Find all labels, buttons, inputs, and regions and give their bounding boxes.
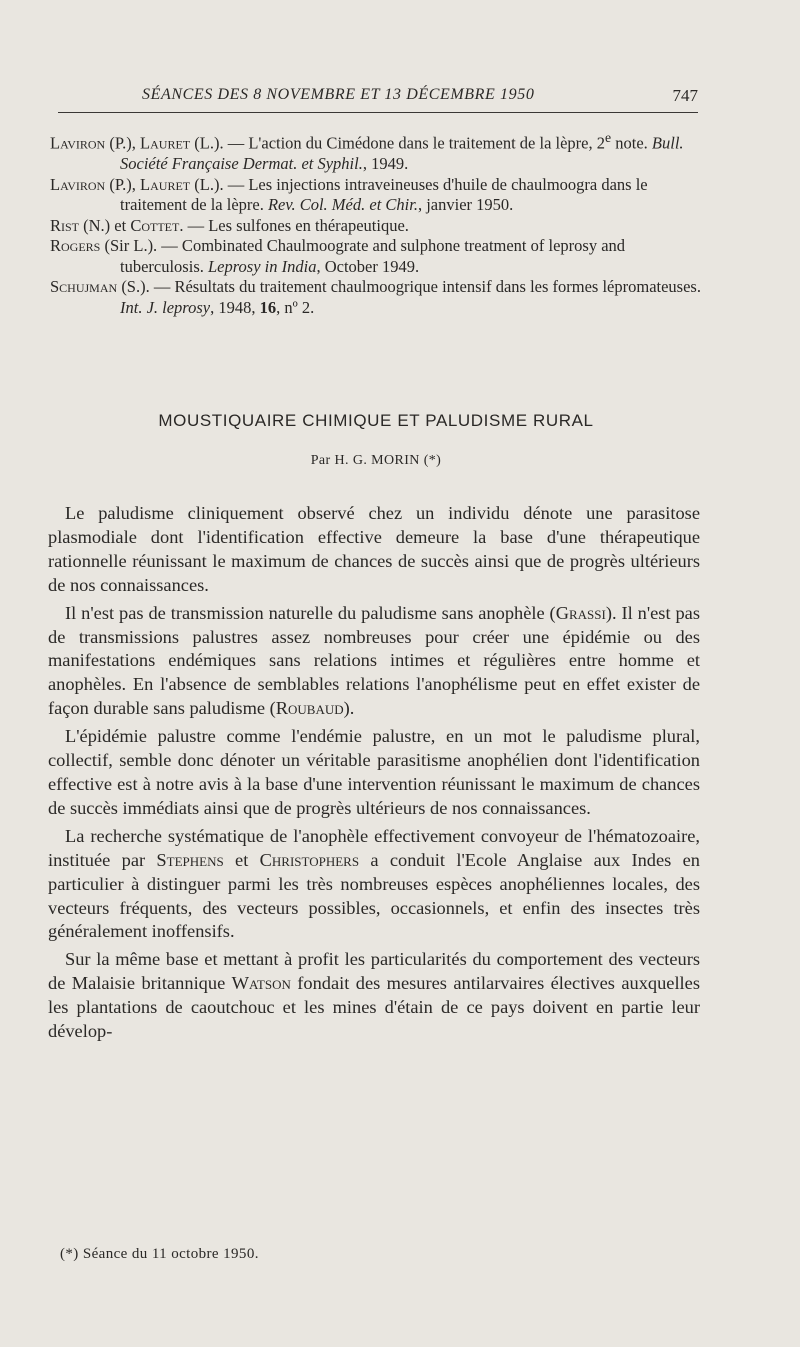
ref-author: Rogers	[50, 236, 101, 255]
paragraph: L'épidémie palustre comme l'endémie palustre, en un mot le paludisme plural, collectif, semble donc dénoter un véritable parasitisme anophélien dont l'identification effective est à notre avis à la base d'une intervention réunissant le maximum de chances de succès immédiats ainsi que de progrès ultérieurs de nos connaissances.	[48, 726, 700, 818]
ref-text: (P.),	[105, 174, 141, 194]
text: ). Il n'est pas de transmissions palustres assez nombreuses pour créer une épidémie ou des manifestations endémiques sans relations intimes et régulières entre homme et anophèles. En l'absence de semblables relations l'anophélisme peut en effet exister de façon durable sans paludisme (	[48, 602, 700, 719]
ref-journal: Bull. Société Française Dermat. et Syphil.	[120, 133, 684, 173]
text: Il n'est pas de transmission naturelle du paludisme sans anophèle (	[65, 602, 556, 623]
article-title: MOUSTIQUAIRE CHIMIQUE ET PALUDISME RURAL	[158, 411, 594, 430]
ref-author: Schujman	[50, 277, 118, 296]
cited-author: Watson	[231, 973, 291, 994]
ref-text: , 1949.	[362, 154, 409, 173]
reference-item	[50, 236, 702, 277]
ref-author: Lauret	[140, 133, 191, 153]
ref-journal: Int. J. leprosy	[120, 297, 211, 317]
ref-author: Rist	[50, 215, 80, 235]
ref-journal: Leprosy in India	[208, 256, 317, 276]
ref-journal: Rev. Col. Méd. et Chir.	[267, 195, 418, 214]
ref-text: , janvier 1950.	[417, 195, 514, 214]
ref-text: , nº 2.	[276, 297, 315, 317]
running-header-title: SÉANCES DES 8 NOVEMBRE ET 13 DÉCEMBRE 1950	[142, 86, 535, 103]
text: Sur la même base et mettant à profit les particularités du comportement des vecteurs de Malaisie britannique	[48, 949, 700, 994]
ref-text: (P.),	[105, 133, 141, 153]
ref-author: Lauret	[140, 174, 191, 194]
ref-author: Cottet	[130, 215, 180, 235]
ref-author: Laviron	[50, 133, 106, 153]
paragraph	[48, 948, 700, 1044]
text: a conduit l'Ecole Anglaise aux Indes en particulier à distinguer parmi les très nombreuses espèces anophéliennes locales, des vecteurs fréquents, des vecteurs possibles, occasionnels, et enfin des insectes très généralement inoffensifs.	[48, 849, 700, 942]
cited-author: Roubaud	[275, 698, 344, 719]
cited-author: Christophers	[259, 849, 360, 870]
paragraph: Le paludisme cliniquement observé chez un individu dénote une parasitose plasmodiale dont l'identification effective demeure la base d'une thérapeutique rationnelle réunissant le maximum de chances de succès ainsi que de progrès ultérieurs de nos connaissances.	[48, 503, 700, 595]
ref-text: note.	[611, 133, 652, 153]
ref-text: (L.). — Les injections intraveineuses d'huile de chaulmoogra dans le traitement de la lèpre.	[120, 174, 648, 214]
article-byline: Par H. G. MORIN (*)	[310, 453, 442, 468]
article-body	[48, 502, 700, 1048]
ref-text: (S.). — Résultats du traitement chaulmoogrique intensif dans les formes lépromateuses.	[117, 277, 701, 296]
text: La recherche systématique de l'anophèle effectivement convoyeur de l'hématozoaire, instituée par	[48, 825, 700, 870]
ref-text: (Sir L.). — Combinated Chaulmoograte and sulphone treatment of leprosy and tuberculosis.	[100, 236, 626, 276]
text: fondait des mesures antilarvaires électives auxquelles les plantations de caoutchouc et les mines d'étain de ce pays doivent en partie leur dévelop-	[48, 973, 700, 1042]
reference-list	[50, 128, 702, 318]
text: et	[223, 849, 260, 870]
text: ).	[343, 698, 355, 719]
reference-item	[50, 216, 702, 237]
ref-volume: 16	[259, 297, 277, 317]
ref-text: , 1948,	[210, 297, 260, 317]
paragraph	[48, 602, 700, 722]
paragraph	[48, 825, 700, 945]
ref-text: , October 1949.	[316, 256, 420, 276]
reference-item	[50, 277, 702, 318]
footnote: (*) Séance du 11 octobre 1950.	[60, 1246, 259, 1262]
reference-item	[50, 128, 702, 175]
reference-item	[50, 175, 702, 216]
ref-text: . — Les sulfones en thérapeutique.	[179, 215, 409, 235]
cited-author: Stephens	[156, 849, 224, 870]
ref-author: Laviron	[50, 174, 106, 194]
ref-text: (N.) et	[79, 215, 131, 235]
ref-superscript: e	[605, 130, 612, 145]
running-header	[58, 86, 698, 113]
ref-text: (L.). — L'action du Cimédone dans le traitement de la lèpre, 2	[190, 133, 606, 153]
cited-author: Grassi	[555, 602, 606, 623]
page-number: 747	[672, 86, 698, 105]
